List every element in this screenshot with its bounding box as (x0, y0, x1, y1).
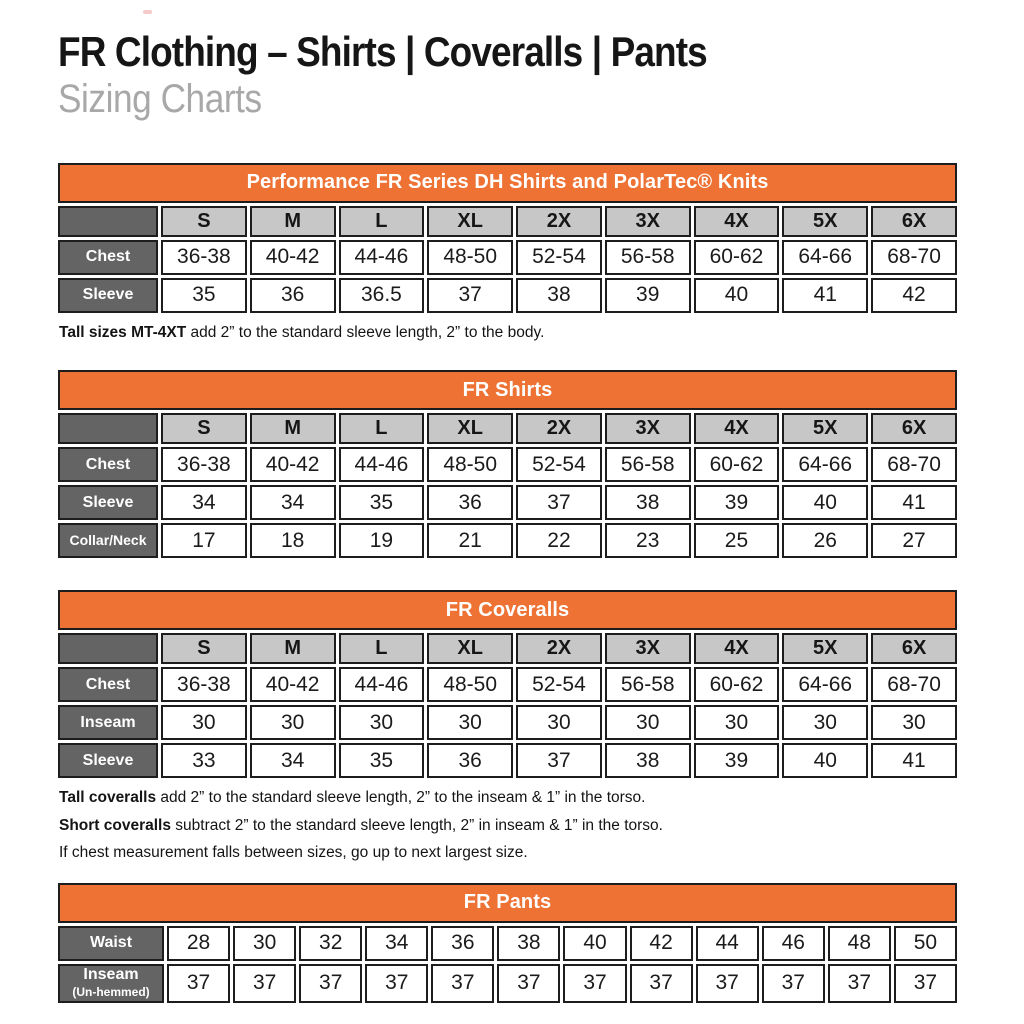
size-value-cell: 37 (233, 964, 296, 1003)
size-value-cell: 21 (427, 523, 513, 558)
size-column-header: 6X (871, 633, 957, 664)
size-value-cell: 39 (694, 485, 780, 520)
note-line (59, 843, 1024, 864)
size-value-cell: 64-66 (782, 667, 868, 702)
size-value-cell: 32 (299, 926, 362, 961)
size-value-cell: 38 (497, 926, 560, 961)
corner-cell (58, 633, 158, 664)
size-value-cell: 30 (427, 705, 513, 740)
size-value-cell: 35 (339, 743, 425, 778)
size-value-cell: 34 (161, 485, 247, 520)
size-value-cell: 36-38 (161, 667, 247, 702)
fr-coveralls-table (55, 587, 960, 781)
size-value-cell: 48-50 (427, 240, 513, 275)
size-column-header: XL (427, 206, 513, 237)
size-column-header: 5X (782, 206, 868, 237)
size-value-cell: 36-38 (161, 447, 247, 482)
row-label: Chest (58, 667, 158, 702)
size-value-cell: 44-46 (339, 667, 425, 702)
table-banner-title: Performance FR Series DH Shirts and PolarTec® Knits (58, 163, 957, 203)
row-sublabel: (Un-hemmed) (72, 985, 150, 1000)
row-label: Chest (58, 447, 158, 482)
size-column-header: 4X (694, 206, 780, 237)
size-value-cell: 39 (605, 278, 691, 313)
size-value-cell: 37 (762, 964, 825, 1003)
size-value-cell: 35 (339, 485, 425, 520)
size-value-cell: 30 (516, 705, 602, 740)
size-value-cell: 64-66 (782, 447, 868, 482)
row-label: Inseam (58, 705, 158, 740)
row-label: Sleeve (58, 485, 158, 520)
size-value-cell: 30 (694, 705, 780, 740)
size-value-cell: 37 (299, 964, 362, 1003)
size-value-cell: 26 (782, 523, 868, 558)
size-column-header: 6X (871, 413, 957, 444)
size-value-cell: 60-62 (694, 240, 780, 275)
size-value-cell: 68-70 (871, 447, 957, 482)
size-value-cell: 37 (497, 964, 560, 1003)
note-line (59, 788, 1024, 809)
corner-cell (58, 413, 158, 444)
size-value-cell: 36 (431, 926, 494, 961)
size-value-cell: 39 (694, 743, 780, 778)
size-value-cell: 40 (694, 278, 780, 313)
size-column-header: M (250, 206, 336, 237)
size-column-header: M (250, 413, 336, 444)
size-value-cell: 30 (339, 705, 425, 740)
performance-fr-series-table (55, 160, 960, 316)
size-value-cell: 37 (167, 964, 230, 1003)
size-column-header: L (339, 413, 425, 444)
size-value-cell: 56-58 (605, 240, 691, 275)
size-value-cell: 40-42 (250, 240, 336, 275)
size-value-cell: 40 (563, 926, 626, 961)
section-fr-pants (58, 880, 1024, 1006)
table-banner-title: FR Shirts (58, 370, 957, 410)
size-column-header: S (161, 633, 247, 664)
row-label: Collar/Neck (58, 523, 158, 558)
size-value-cell: 40 (782, 485, 868, 520)
size-column-header: L (339, 633, 425, 664)
size-value-cell: 60-62 (694, 447, 780, 482)
size-value-cell: 36.5 (339, 278, 425, 313)
fr-coveralls-notes (58, 788, 1024, 864)
size-value-cell: 30 (161, 705, 247, 740)
size-value-cell: 30 (782, 705, 868, 740)
size-column-header: S (161, 206, 247, 237)
size-column-header: 5X (782, 413, 868, 444)
size-value-cell: 37 (696, 964, 759, 1003)
row-label: Sleeve (58, 743, 158, 778)
note-bold-text: Tall sizes MT-4XT (59, 323, 187, 341)
size-value-cell: 37 (630, 964, 693, 1003)
size-value-cell: 30 (233, 926, 296, 961)
size-column-header: 2X (516, 206, 602, 237)
size-column-header: XL (427, 633, 513, 664)
size-value-cell: 68-70 (871, 667, 957, 702)
size-column-header: 3X (605, 413, 691, 444)
size-value-cell: 56-58 (605, 447, 691, 482)
row-label: Sleeve (58, 278, 158, 313)
note-text: If chest measurement falls between sizes, go up to next largest size. (59, 844, 528, 862)
size-value-cell: 37 (431, 964, 494, 1003)
note-bold-text: Short coveralls (59, 816, 171, 834)
note-line (59, 323, 1024, 344)
size-column-header: 3X (605, 633, 691, 664)
performance-table-notes (58, 323, 1024, 344)
note-text: subtract 2” to the standard sleeve length, 2” in inseam & 1” in the torso. (171, 816, 663, 834)
size-column-header: 4X (694, 633, 780, 664)
size-column-header: 4X (694, 413, 780, 444)
size-value-cell: 36-38 (161, 240, 247, 275)
note-text: add 2” to the standard sleeve length, 2” to the body. (186, 323, 545, 341)
stray-mark (143, 10, 152, 14)
row-label: Chest (58, 240, 158, 275)
fr-shirts-table (55, 367, 960, 561)
size-column-header: L (339, 206, 425, 237)
size-value-cell: 19 (339, 523, 425, 558)
size-value-cell: 52-54 (516, 447, 602, 482)
size-value-cell: 41 (871, 485, 957, 520)
size-value-cell: 38 (605, 743, 691, 778)
size-value-cell: 41 (782, 278, 868, 313)
page-subtitle: Sizing Charts (58, 76, 262, 121)
table-banner-title: FR Pants (58, 883, 957, 923)
size-value-cell: 60-62 (694, 667, 780, 702)
size-value-cell: 30 (605, 705, 691, 740)
size-column-header: S (161, 413, 247, 444)
section-performance-fr-series (58, 160, 1024, 344)
size-value-cell: 64-66 (782, 240, 868, 275)
fr-pants-table (55, 880, 960, 1006)
size-value-cell: 28 (167, 926, 230, 961)
size-value-cell: 37 (828, 964, 891, 1003)
size-value-cell: 40-42 (250, 667, 336, 702)
size-value-cell: 37 (894, 964, 957, 1003)
size-column-header: 5X (782, 633, 868, 664)
size-value-cell: 68-70 (871, 240, 957, 275)
size-value-cell: 44 (696, 926, 759, 961)
size-value-cell: 25 (694, 523, 780, 558)
size-value-cell: 22 (516, 523, 602, 558)
size-value-cell: 48 (828, 926, 891, 961)
size-value-cell: 37 (365, 964, 428, 1003)
size-value-cell: 34 (250, 743, 336, 778)
size-value-cell: 23 (605, 523, 691, 558)
size-column-header: 2X (516, 633, 602, 664)
size-column-header: 6X (871, 206, 957, 237)
size-value-cell: 37 (516, 743, 602, 778)
size-value-cell: 44-46 (339, 240, 425, 275)
note-line (59, 816, 1024, 837)
size-column-header: 2X (516, 413, 602, 444)
size-value-cell: 38 (605, 485, 691, 520)
size-value-cell: 50 (894, 926, 957, 961)
size-value-cell: 37 (516, 485, 602, 520)
size-value-cell: 46 (762, 926, 825, 961)
size-value-cell: 42 (630, 926, 693, 961)
row-label: Waist (58, 926, 164, 961)
size-value-cell: 30 (250, 705, 336, 740)
size-value-cell: 52-54 (516, 667, 602, 702)
size-value-cell: 40 (782, 743, 868, 778)
size-value-cell: 17 (161, 523, 247, 558)
size-value-cell: 33 (161, 743, 247, 778)
size-value-cell: 35 (161, 278, 247, 313)
corner-cell (58, 206, 158, 237)
size-value-cell: 41 (871, 743, 957, 778)
size-value-cell: 36 (250, 278, 336, 313)
size-value-cell: 27 (871, 523, 957, 558)
size-column-header: M (250, 633, 336, 664)
size-value-cell: 38 (516, 278, 602, 313)
size-value-cell: 36 (427, 485, 513, 520)
size-value-cell: 34 (365, 926, 428, 961)
size-value-cell: 42 (871, 278, 957, 313)
size-value-cell: 48-50 (427, 447, 513, 482)
page-header (58, 30, 1024, 120)
size-value-cell: 40-42 (250, 447, 336, 482)
size-value-cell: 56-58 (605, 667, 691, 702)
note-bold-text: Tall coveralls (59, 789, 157, 807)
size-value-cell: 44-46 (339, 447, 425, 482)
size-value-cell: 37 (427, 278, 513, 313)
size-value-cell: 48-50 (427, 667, 513, 702)
size-column-header: XL (427, 413, 513, 444)
row-label: Inseam (Un-hemmed) (58, 964, 164, 1003)
note-text: add 2” to the standard sleeve length, 2” to the inseam & 1” in the torso. (156, 789, 646, 807)
size-value-cell: 18 (250, 523, 336, 558)
table-banner-title: FR Coveralls (58, 590, 957, 630)
size-value-cell: 30 (871, 705, 957, 740)
size-value-cell: 36 (427, 743, 513, 778)
size-value-cell: 37 (563, 964, 626, 1003)
size-value-cell: 34 (250, 485, 336, 520)
section-fr-coveralls (58, 587, 1024, 864)
page-title: FR Clothing – Shirts | Coveralls | Pants (58, 28, 707, 75)
size-value-cell: 52-54 (516, 240, 602, 275)
size-column-header: 3X (605, 206, 691, 237)
section-fr-shirts (58, 367, 1024, 561)
